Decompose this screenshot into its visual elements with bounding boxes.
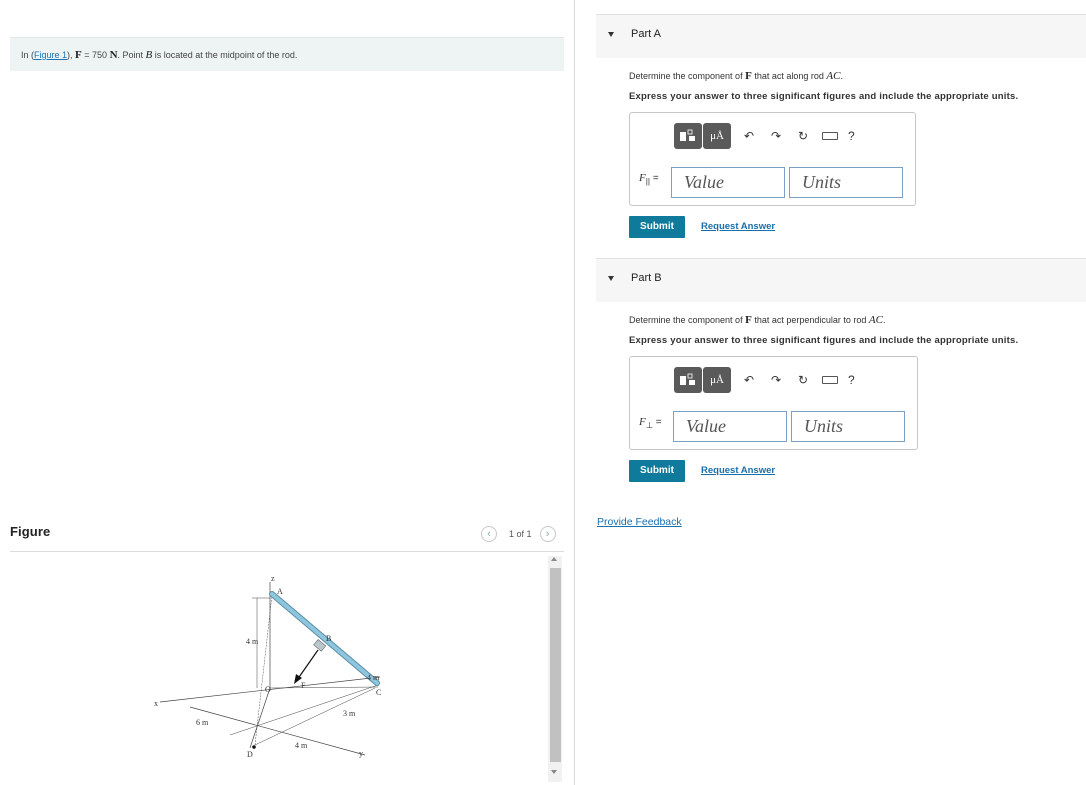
- help-icon[interactable]: ?: [848, 129, 855, 143]
- collapse-triangle-icon[interactable]: [608, 32, 614, 37]
- part-a-answer-box: [629, 112, 916, 206]
- label-z: z: [271, 574, 275, 583]
- var-subscript: ||: [645, 176, 651, 186]
- part-b-request-answer-link[interactable]: Request Answer: [701, 465, 776, 476]
- dim-3m: 3 m: [343, 709, 356, 718]
- part-a-label: Part A: [631, 28, 661, 40]
- part-b-units-input[interactable]: Units: [791, 411, 905, 442]
- var-symbol: F: [639, 416, 646, 428]
- force-symbol: F: [745, 70, 752, 82]
- chevron-left-icon[interactable]: ‹: [481, 526, 497, 542]
- part-b-prompt: [629, 314, 885, 326]
- part-b-submit-button[interactable]: Submit: [629, 460, 685, 482]
- part-b-header[interactable]: [596, 258, 1086, 302]
- part-a-value-input[interactable]: Value: [671, 167, 785, 198]
- part-b-answer-box: [629, 356, 918, 450]
- part-b-toolbar: [674, 367, 855, 393]
- problem-text: = 750: [81, 50, 110, 60]
- rod-symbol: AC: [826, 70, 841, 82]
- figure-title: Figure: [10, 524, 51, 539]
- var-subscript: ⊥: [645, 420, 653, 430]
- part-a-header[interactable]: [596, 14, 1086, 58]
- figure-pagination: [481, 526, 556, 542]
- undo-icon[interactable]: ↶: [743, 129, 755, 143]
- templates-icon[interactable]: [674, 367, 702, 393]
- force-symbol: F: [745, 314, 752, 326]
- dim-4m-side: 4 m: [367, 673, 380, 682]
- units-button[interactable]: μÅ: [703, 367, 731, 393]
- scroll-down-arrow-icon[interactable]: [551, 770, 557, 774]
- part-b-variable: [639, 416, 662, 430]
- label-O: O: [265, 685, 271, 694]
- figure-divider: [10, 551, 564, 552]
- prompt-text: Determine the component of: [629, 71, 746, 81]
- problem-text: In (: [21, 50, 35, 60]
- units-button[interactable]: μÅ: [703, 123, 731, 149]
- dim-4m-bottom: 4 m: [295, 741, 308, 750]
- keyboard-icon[interactable]: [822, 132, 838, 140]
- reset-icon[interactable]: ↻: [797, 129, 809, 143]
- equals-sign: =: [653, 417, 662, 428]
- problem-text: . Point: [117, 50, 146, 60]
- redo-icon[interactable]: ↷: [770, 129, 782, 143]
- part-b-instruction: Express your answer to three significant figures and include the appropriate units.: [629, 335, 1019, 346]
- redo-icon[interactable]: ↷: [770, 373, 782, 387]
- part-a-variable: [639, 172, 659, 186]
- scrollbar-thumb[interactable]: [550, 568, 561, 762]
- label-B: B: [326, 634, 332, 643]
- prompt-text: .: [840, 71, 843, 81]
- label-F: F: [301, 681, 306, 690]
- part-b-value-input[interactable]: Value: [673, 411, 787, 442]
- part-a-prompt: [629, 70, 843, 82]
- problem-text: is located at the midpoint of the rod.: [152, 50, 298, 60]
- templates-icon[interactable]: [674, 123, 702, 149]
- keyboard-icon[interactable]: [822, 376, 838, 384]
- part-a-submit-button[interactable]: Submit: [629, 216, 685, 238]
- label-C: C: [376, 688, 382, 697]
- problem-statement: [10, 37, 564, 71]
- part-a-toolbar: [674, 123, 855, 149]
- part-a-instruction: Express your answer to three significant figures and include the appropriate units.: [629, 91, 1019, 102]
- rod-force-figure: [130, 570, 410, 770]
- var-symbol: F: [639, 172, 646, 184]
- label-y: y: [359, 749, 363, 758]
- rod-symbol: AC: [868, 314, 883, 326]
- label-A: A: [277, 587, 283, 596]
- reset-icon[interactable]: ↻: [797, 373, 809, 387]
- part-b-label: Part B: [631, 272, 662, 284]
- help-icon[interactable]: ?: [848, 373, 855, 387]
- part-a-units-input[interactable]: Units: [789, 167, 903, 198]
- collapse-triangle-icon[interactable]: [608, 276, 614, 281]
- panel-divider: [574, 0, 575, 785]
- prompt-text: .: [882, 315, 886, 325]
- prompt-text: that act perpendicular to rod: [751, 315, 869, 325]
- undo-icon[interactable]: ↶: [743, 373, 755, 387]
- point-symbol: B: [145, 49, 153, 61]
- label-D: D: [247, 750, 253, 759]
- prompt-text: Determine the component of: [629, 315, 746, 325]
- problem-text: ),: [67, 50, 76, 60]
- dim-4m-vertical: 4 m: [246, 637, 259, 646]
- force-symbol: F: [75, 49, 82, 61]
- scroll-up-arrow-icon[interactable]: [551, 557, 557, 561]
- label-x: x: [154, 699, 158, 708]
- equals-sign: =: [650, 173, 659, 184]
- chevron-right-icon[interactable]: ›: [540, 526, 556, 542]
- provide-feedback-link[interactable]: Provide Feedback: [597, 516, 682, 528]
- prompt-text: that act along rod: [751, 71, 827, 81]
- dim-6m: 6 m: [196, 718, 209, 727]
- part-a-request-answer-link[interactable]: Request Answer: [701, 221, 776, 232]
- figure-counter: 1 of 1: [509, 529, 532, 539]
- figure-link[interactable]: Figure 1: [34, 50, 68, 60]
- unit-symbol: N: [109, 49, 118, 61]
